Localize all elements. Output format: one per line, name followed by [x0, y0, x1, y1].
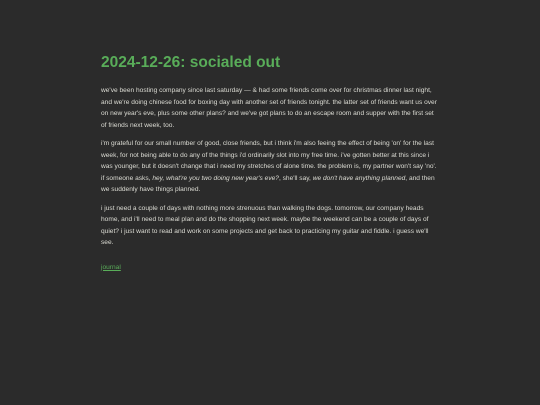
- paragraph-2-text-c: , and then we suddenly have things planned.: [101, 174, 435, 193]
- paragraph-2-quote-1: hey, what're you two doing new year's eve?: [152, 174, 279, 182]
- journal-tag-link[interactable]: journal: [101, 263, 121, 271]
- post-container: [101, 53, 439, 274]
- post-paragraph-3: i just need a couple of days with nothing more strenuous than walking the dogs. tomorrow, our company heads home, and i'll need to meal plan and do the shopping next week. maybe the weekend can be a couple of days of quiet? i just want to read and work on some projects and get back to practicing my guitar and fiddle. i guess we'll see.: [101, 204, 429, 246]
- post-paragraph-1: we've been hosting company since last saturday — & had some friends come over for christmas dinner last night, and we're doing chinese food for boxing day with another set of friends tonight. the latter set of friends want us over on new year's eve, plus some other plans? and we've got plans to do an escape room and supper with the first set of friends next week, too.: [101, 87, 437, 129]
- post-title: 2024-12-26: socialed out: [101, 54, 281, 71]
- paragraph-2-quote-2: we don't have anything planned: [312, 174, 406, 182]
- paragraph-2-text-a: i'm grateful for our small number of good, close friends, but i think i'm also feeing the effect of being 'on' for the last week, for not being able to do any of the things i'd ordinarily slot into my free time. i've gotten better at this since i was younger, but it doesn't change that i need my stretches of alone time. the problem is, my partner won't say 'no'. if someone asks,: [101, 140, 437, 182]
- post-paragraph-2: [101, 138, 439, 196]
- paragraph-2-text-b: , she'll say,: [278, 174, 313, 182]
